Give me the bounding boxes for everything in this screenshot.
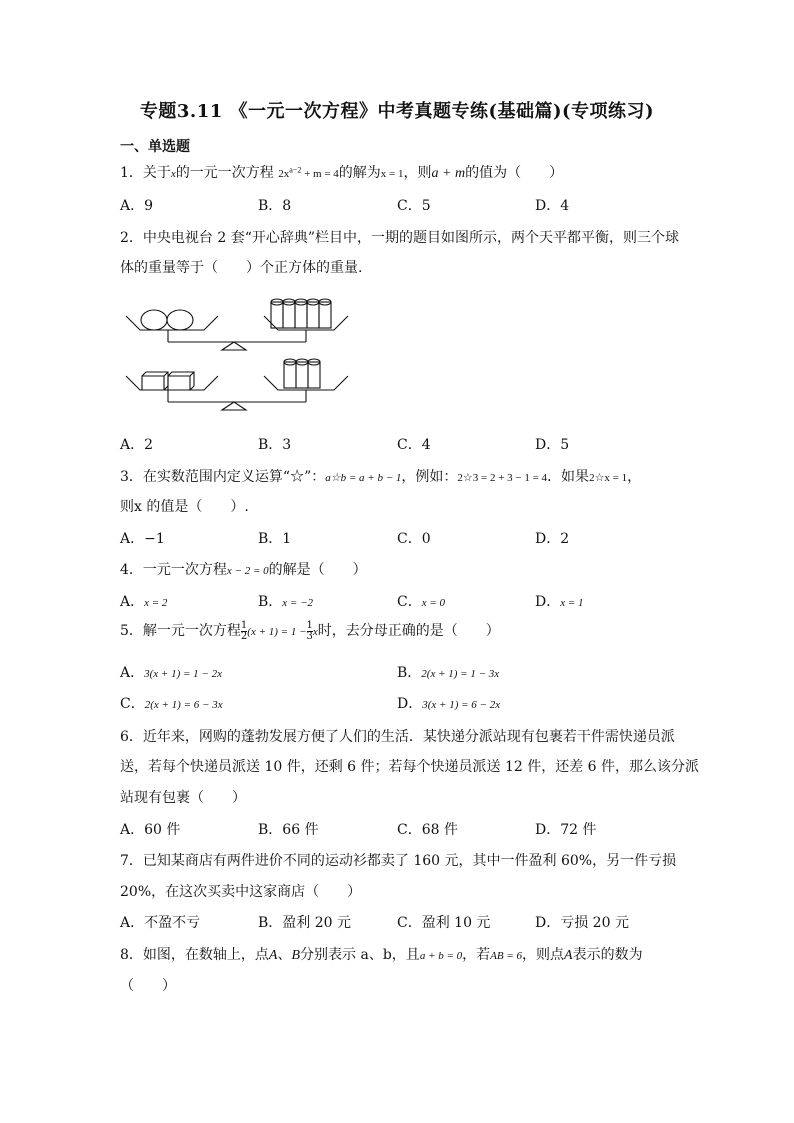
question-7-line-1: 7．已知某商店有两件进价不同的运动衫都卖了 160 元，其中一件盈利 60%，另一件亏损 (120, 853, 677, 869)
q6-option-c[interactable]: C．68 件 (397, 822, 458, 838)
lower-balance (126, 359, 348, 410)
q5-option-a[interactable]: A．3(x + 1) = 1 − 2x (120, 665, 222, 681)
q5-option-b[interactable]: B．2(x + 1) = 1 − 3x (397, 665, 500, 681)
q1-solution: x = 1 (380, 168, 404, 180)
question-7-line-2: 20%，在这次买卖中这家商店（ ） (120, 884, 362, 900)
q2-option-a[interactable]: A．2 (120, 437, 154, 453)
q3-definition: a☆b = a + b − 1 (325, 472, 402, 484)
q4-option-b[interactable]: B．x = −2 (258, 594, 314, 610)
q6-option-b[interactable]: B．66 件 (258, 822, 319, 838)
question-6-line-1: 6．近年来，网购的蓬勃发展方便了人们的生活．某快递分派站现有包裹若干件需快递员派 (120, 729, 675, 745)
q8-condition-2: AB = 6 (490, 950, 523, 962)
q1-option-c[interactable]: C．5 (397, 198, 431, 214)
q7-option-d[interactable]: D．亏损 20 元 (535, 915, 629, 931)
balance-scales-figure (118, 292, 358, 420)
q6-option-d[interactable]: D．72 件 (535, 822, 597, 838)
q2-option-d[interactable]: D．5 (535, 437, 570, 453)
q7-option-c[interactable]: C．盈利 10 元 (397, 915, 491, 931)
q7-option-b[interactable]: B．盈利 20 元 (258, 915, 352, 931)
q1-option-a[interactable]: A．9 (120, 198, 154, 214)
page-title: 专题3.11 《一元一次方程》中考真题专练(基础篇)(专项练习) (139, 101, 655, 122)
ball-shape (167, 310, 193, 330)
question-5: 5．解一元一次方程 $\frac{1}{2}$ (x + 1) = 1 − $\frac{1}{3}$ x时，去分母正确的是（ ） (120, 619, 500, 642)
question-1 (120, 162, 563, 182)
q5-equation: (x + 1) = 1 − (247, 626, 307, 638)
q5-option-d[interactable]: D．3(x + 1) = 6 − 2x (397, 696, 501, 712)
cube-pair (142, 372, 194, 390)
q3-condition: 2☆x = 1 (589, 472, 628, 484)
question-6-line-2: 送，若每个快递员派送 10 件，还剩 6 件；若每个快递员派送 12 件，还差 6 件，那么该分派 (120, 759, 700, 775)
q2-option-b[interactable]: B．3 (258, 437, 292, 453)
q5-fraction-2: $\frac{1}{3}$ (306, 619, 313, 642)
q3-example: 2☆3 = 2 + 3 − 1 = 4 (457, 472, 548, 484)
q1-expression: a + m (431, 166, 466, 181)
q1-text: 的值为（ ） (465, 165, 564, 181)
question-3-line-2: 则x 的值是（ ）. (120, 499, 249, 515)
q1-equation: $2x^{a-2} + m = 4$ (278, 165, 339, 180)
q5-option-c[interactable]: C．2(x + 1) = 6 − 3x (120, 696, 223, 712)
q4-option-d[interactable]: D．x = 1 (535, 594, 584, 610)
question-2-line-2: 体的重量等于（ ）个正方体的重量. (120, 260, 363, 276)
q6-option-a[interactable]: A．60 件 (120, 822, 181, 838)
q5-fraction-1: $\frac{1}{2}$ (240, 619, 248, 642)
cylinder-group-5 (271, 299, 331, 328)
question-2-line-1: 2．中央电视台 2 套“开心辞典”栏目中，一期的题目如图所示，两个天平都平衡，则三个球 (120, 230, 680, 246)
q1-var: x (170, 168, 176, 180)
q2-option-c[interactable]: C．4 (397, 437, 431, 453)
section-heading: 一、单选题 (120, 139, 190, 155)
q8-condition-1: a + b = 0 (419, 950, 463, 962)
upper-balance (126, 299, 348, 350)
q7-option-a[interactable]: A．不盈不亏 (120, 915, 201, 931)
question-8-line-1: 8．如图，在数轴上，点A、B分别表示 a、b，且a + b = 0，若AB = 6，则点A表示的数为 (120, 947, 643, 963)
question-6-line-3: 站现有包裹（ ） (120, 790, 246, 806)
q1-text: 的解为 (338, 165, 381, 181)
q3-option-c[interactable]: C．0 (397, 531, 431, 547)
q1-option-d[interactable]: D．4 (535, 198, 570, 214)
question-8-line-2: （ ） (120, 978, 176, 994)
q3-option-a[interactable]: A．−1 (120, 531, 165, 547)
ball-shape (141, 310, 167, 330)
q1-option-b[interactable]: B．8 (258, 198, 292, 214)
q3-option-b[interactable]: B．1 (258, 531, 292, 547)
q1-text: 的一元一次方程 (175, 165, 274, 181)
q4-option-c[interactable]: C．x = 0 (397, 594, 446, 610)
cylinder-group-3 (284, 359, 320, 388)
q4-option-a[interactable]: A．x = 2 (120, 594, 168, 610)
question-3-line-1: 3．在实数范围内定义运算“☆”：a☆b = a + b − 1，例如：2☆3 = 2 + 3 − 1 = 4．如果2☆x = 1， (120, 469, 642, 485)
q3-option-d[interactable]: D．2 (535, 531, 570, 547)
q1-text: ，则 (403, 165, 432, 181)
q4-equation: x − 2 = 0 (226, 565, 269, 577)
q1-text: 1．关于 (120, 165, 171, 181)
question-4: 4．一元一次方程x − 2 = 0的解是（ ） (120, 562, 367, 578)
